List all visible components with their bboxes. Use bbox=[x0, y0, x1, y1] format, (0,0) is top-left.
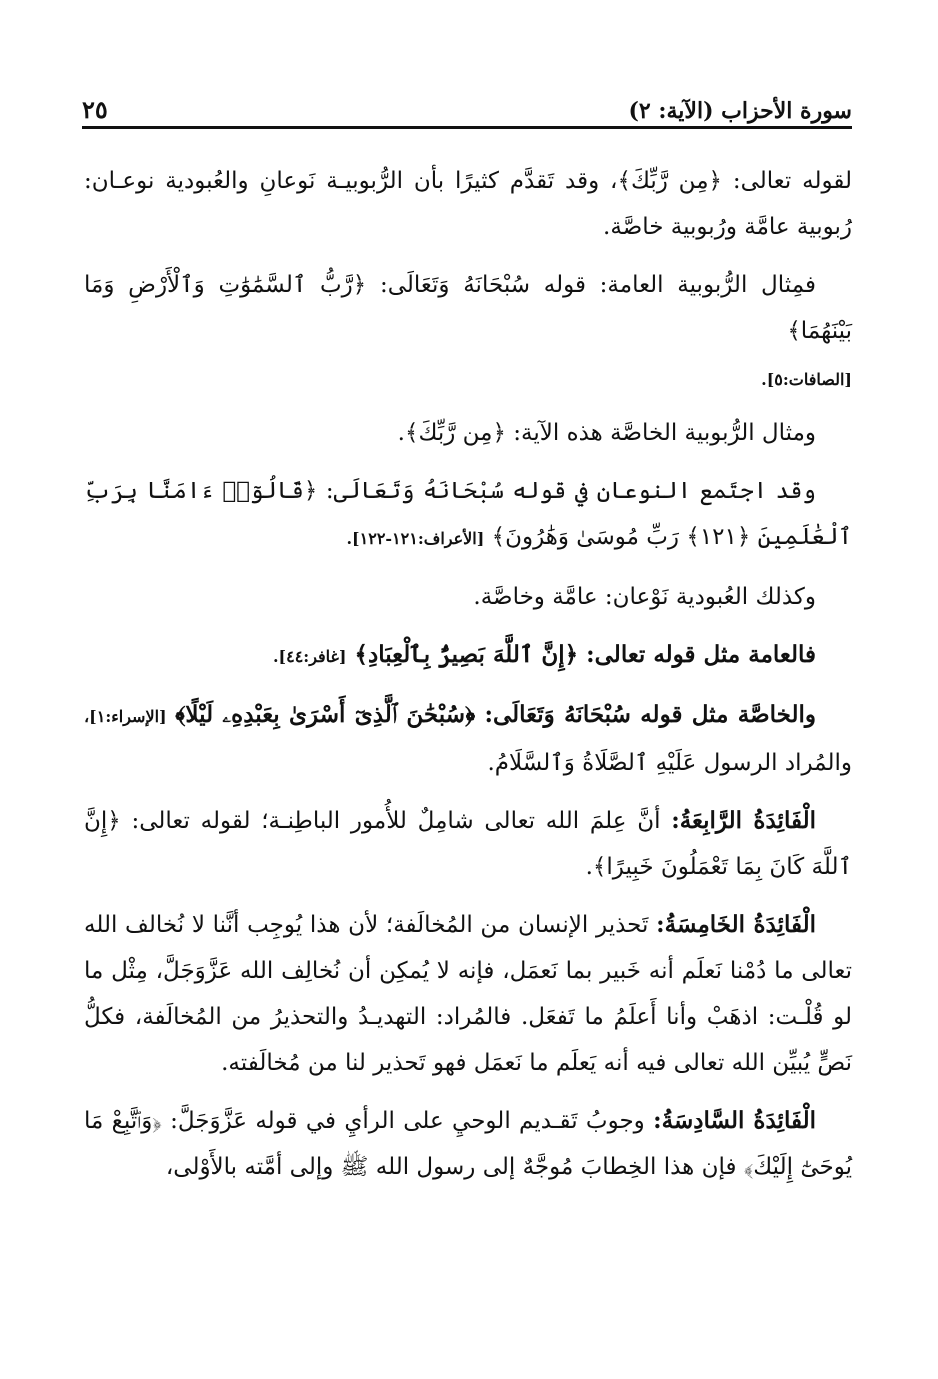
page-header bbox=[82, 86, 852, 124]
verse-reference: [غافر:٤٤]. bbox=[272, 647, 347, 666]
benefit-heading-4: الْفَائِدَةُ الرَّابِعَةُ: bbox=[671, 807, 816, 834]
paragraph-4-text: وقد اجتَمع النوعان في قوله سُبْحَانَهُ وَتَعَالَى: ﴿قَالُوٓا۟ ءَامَنَّا بِرَبِّ ٱلْعَٰلَمِينَ ﴿١٢١﴾ رَبِّ مُوسَىٰ وَهَٰرُونَ﴾ bbox=[84, 478, 852, 550]
paragraph-10 bbox=[84, 1098, 852, 1190]
page-number: ٢٥ bbox=[82, 95, 108, 124]
paragraph-3: ومثال الرُّبوبية الخاصَّة هذه الآية: ﴿مِن رَّبِّكَ﴾. bbox=[397, 420, 816, 446]
paragraph-2: فمِثال الرُّبوبية العامة: قوله سُبْحَانَهُ وَتَعَالَى: ﴿رَّبُّ ٱلسَّمَٰوَٰتِ وَٱلْأَرْضِ وَمَا بَيْنَهُمَا﴾ bbox=[84, 272, 852, 344]
benefit-heading-6: الْفَائِدَةُ السَّادِسَةُ: bbox=[653, 1107, 816, 1134]
page-body bbox=[84, 158, 852, 1202]
verse-reference: [الصافات:٥]. bbox=[761, 370, 852, 389]
paragraph-6 bbox=[84, 632, 852, 680]
verse-reference: [الأعراف:١٢١-١٢٢]. bbox=[346, 529, 485, 548]
paragraph-6-text: فالعامة مثل قوله تعالى: ﴿إِنَّ ٱللَّهَ بَصِيرٌۢ بِٱلْعِبَادِ﴾ bbox=[354, 641, 816, 668]
header-rule bbox=[82, 126, 852, 129]
verse-reference: [الإسراء:١]، bbox=[84, 707, 167, 726]
paragraph-7-text: والخاصَّة مثل قوله سُبْحَانَهُ وَتَعَالَى: ﴿سُبْحَٰنَ ٱلَّذِىٓ أَسْرَىٰ بِعَبْدِهِۦ لَيْلًا﴾ bbox=[175, 701, 816, 728]
paragraph-9 bbox=[84, 902, 852, 1086]
benefit-heading-5: الْفَائِدَةُ الخَامِسَةُ: bbox=[656, 911, 817, 938]
paragraph-7-continuation: والمُراد الرسول عَلَيْهِ ٱلصَّلَاةُ وَٱلسَّلَامُ. bbox=[487, 750, 852, 776]
paragraph-5: وكذلك العُبودية نَوْعان: عامَّة وخاصَّة. bbox=[473, 584, 816, 610]
surah-header-title: سورة الأحزاب (الآية: ٢) bbox=[628, 98, 852, 124]
paragraph-1: لقوله تعالى: ﴿مِن رَّبِّكَ﴾، وقد تَقدَّم كثيرًا بأن الرُّبوبيـة نَوعانِ والعُبودية نوعـان: رُبوبية عامَّة ورُبوبية خاصَّة. bbox=[84, 168, 852, 240]
paragraph-4 bbox=[84, 468, 852, 562]
paragraph-10-text: وجوبُ تَقـديم الوحيِ على الرأيِ في قوله عَزَّوَجَلَّ: ﴿وَٱتَّبِعْ مَا يُوحَىٰٓ إِلَيْكَ﴾ فإن هذا الخِطابَ مُوجَّهٌ إلى رسول الله ﷺ وإلى أمَّته بالأَوْلى، bbox=[84, 1108, 852, 1180]
paragraph-9-text: تَحذير الإنسان من المُخالَفة؛ لأن هذا يُوجِب أنَّنا لا نُخالف الله تعالى ما دُمْنا نَعلَم أنه خَبير بما نَعمَل، فإنه لا يُمكِن أن نُخالِف الله عَزَّوَجَلَّ، مِثْل ما لو قُلْـت: اذهَبْ وأنا أَعلَمُ ما تَفعَل. فالمُراد: التهديـدُ والتحذيرُ من المُخالَفة، فكلُّ نَصٍّ يُبيِّن الله تعالى فيه أنه يَعلَم ما نَعمَل فهو تَحذير لنا من مُخالَفته. bbox=[84, 912, 852, 1076]
paragraph-8 bbox=[84, 798, 852, 890]
paragraph-8-text: أنَّ عِلمَ الله تعالى شامِلٌ للأُمور الباطِنـة؛ لقوله تعالى: ﴿إِنَّ ٱللَّهَ كَانَ بِمَا تَعْمَلُونَ خَبِيرًا﴾. bbox=[84, 808, 852, 880]
paragraph-7 bbox=[84, 692, 852, 786]
